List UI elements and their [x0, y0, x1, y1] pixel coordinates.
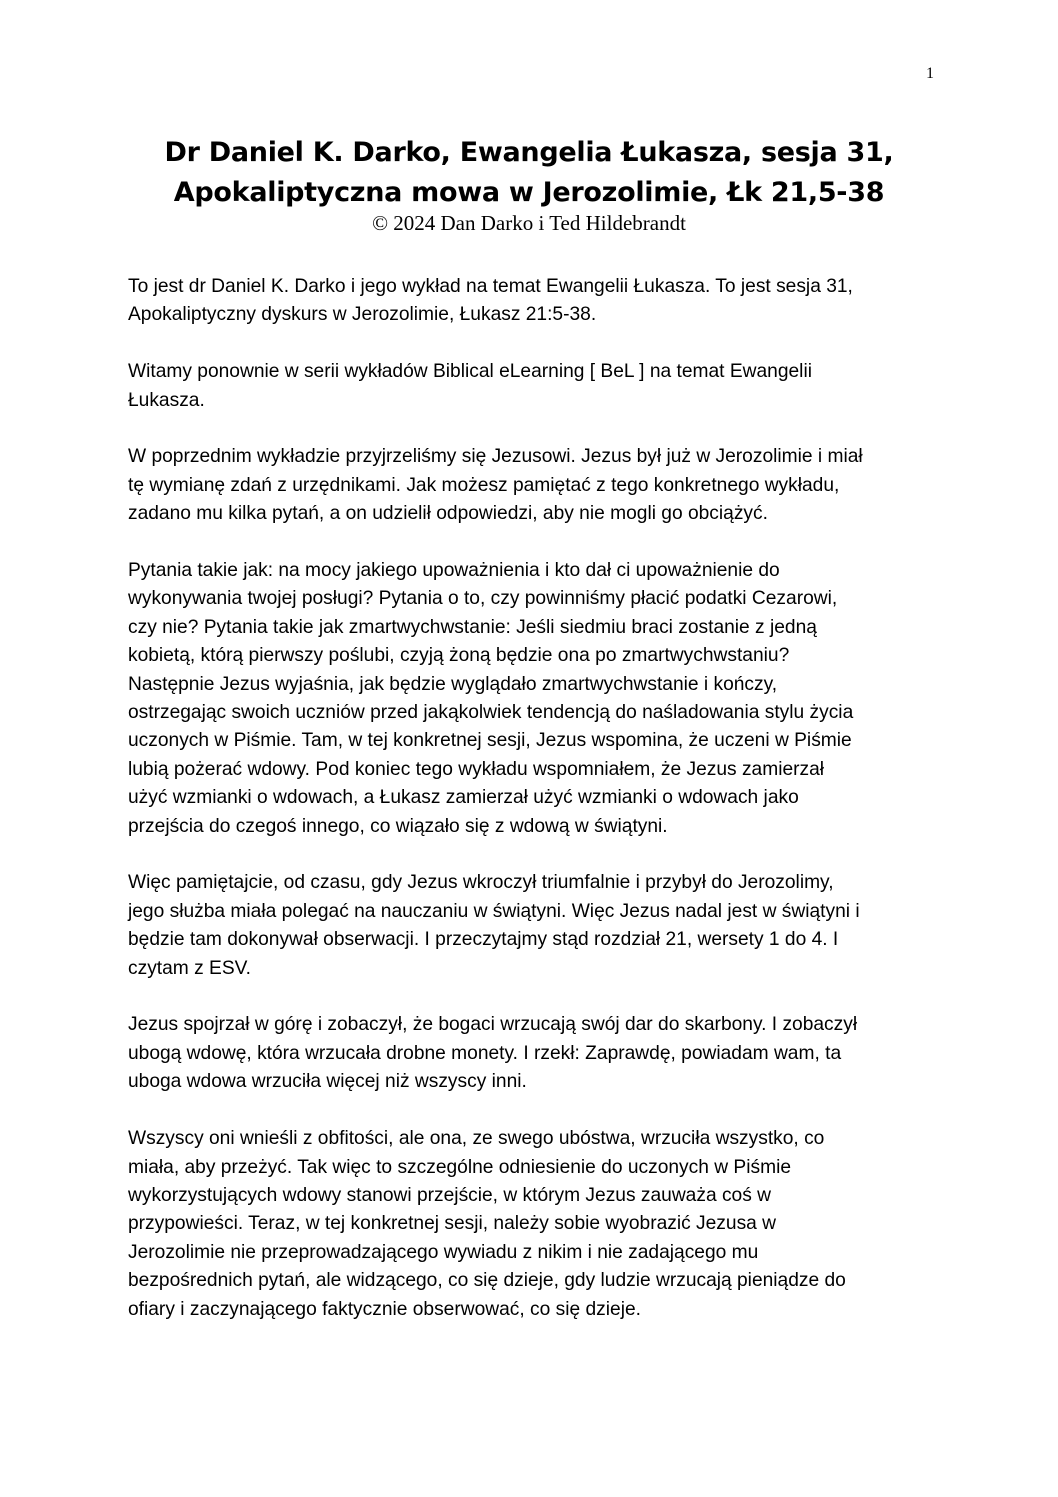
- paragraph-4: [128, 557, 938, 841]
- text-line: W poprzednim wykładzie przyjrzeliśmy się Jezusowi. Jezus był już w Jerozolimie i miał: [128, 446, 863, 468]
- text-line: Jerozolimie nie przeprowadzającego wywiadu z nikim i nie zadającego mu: [128, 1241, 759, 1263]
- text-line: Więc pamiętajcie, od czasu, gdy Jezus wkroczył triumfalnie i przybył do Jerozolimy,: [128, 872, 834, 894]
- text-line: uczonych w Piśmie. Tam, w tej konkretnej sesji, Jezus wspomina, że uczeni w Piśmie: [128, 730, 852, 752]
- text-line: czy nie? Pytania takie jak zmartwychwstanie: Jeśli siedmiu braci zostanie z jedną: [128, 616, 817, 638]
- paragraph-6: [128, 1011, 938, 1096]
- title-block: [0, 133, 1058, 235]
- text-line: czytam z ESV.: [128, 957, 251, 979]
- text-line: Łukasza.: [128, 389, 205, 411]
- text-line: Wszyscy oni wnieśli z obfitości, ale ona, ze swego ubóstwa, wrzuciła wszystko, co: [128, 1128, 825, 1150]
- text-line: Następnie Jezus wyjaśnia, jak będzie wyglądało zmartwychwstanie i kończy,: [128, 673, 778, 695]
- document-body: [128, 273, 938, 1352]
- text-line: ostrzegając swoich uczniów przed jakąkolwiek tendencją do naśladowania stylu życia: [128, 702, 854, 724]
- text-line: Apokaliptyczny dyskurs w Jerozolimie, Łukasz 21:5-38.: [128, 304, 597, 326]
- copyright-notice: © 2024 Dan Darko i Ted Hildebrandt: [372, 211, 686, 235]
- paragraph-7: [128, 1125, 938, 1324]
- text-line: jego służba miała polegać na nauczaniu w świątyni. Więc Jezus nadal jest w świątyni i: [128, 900, 860, 922]
- text-line: przejścia do czegoś innego, co wiązało się z wdową w świątyni.: [128, 815, 668, 837]
- text-line: tę wymianę zdań z urzędnikami. Jak możesz pamiętać z tego konkretnego wykładu,: [128, 474, 840, 496]
- page-number: 1: [926, 65, 934, 82]
- text-line: Witamy ponownie w serii wykładów Biblical eLearning [ BeL ] na temat Ewangelii: [128, 361, 812, 383]
- document-title-line-1: Dr Daniel K. Darko, Ewangelia Łukasza, sesja 31,: [164, 137, 894, 168]
- text-line: bezpośrednich pytań, ale widzącego, co się dzieje, gdy ludzie wrzucają pieniądze do: [128, 1270, 846, 1292]
- text-line: To jest dr Daniel K. Darko i jego wykład na temat Ewangelii Łukasza. To jest sesja 31,: [128, 276, 853, 297]
- text-line: użyć wzmianki o wdowach, a Łukasz zamierzał użyć wzmianki o wdowach jako: [128, 787, 799, 809]
- text-line: przypowieści. Teraz, w tej konkretnej sesji, należy sobie wyobrazić Jezusa w: [128, 1213, 777, 1235]
- paragraph-5: [128, 869, 938, 983]
- text-line: zadano mu kilka pytań, a on udzielił odpowiedzi, aby nie mogli go obciążyć.: [128, 503, 768, 525]
- paragraph-3: [128, 443, 938, 528]
- text-line: lubią pożerać wdowy. Pod koniec tego wykładu wspomniałem, że Jezus zamierzał: [128, 758, 825, 780]
- text-line: uboga wdowa wrzuciła więcej niż wszyscy inni.: [128, 1071, 527, 1093]
- text-line: ubogą wdowę, która wrzucała drobne monety. I rzekł: Zaprawdę, powiadam wam, ta: [128, 1042, 842, 1064]
- text-line: Jezus spojrzał w górę i zobaczył, że bogaci wrzucają swój dar do skarbony. I zobaczył: [128, 1014, 858, 1036]
- paragraph-1: [128, 273, 938, 330]
- text-line: wykonywania twojej posługi? Pytania o to, czy powinniśmy płacić podatki Cezarowi,: [128, 588, 838, 610]
- text-line: wykorzystujących wdowy stanowi przejście, w którym Jezus zauważa coś w: [128, 1184, 771, 1206]
- text-line: będzie tam dokonywał obserwacji. I przeczytajmy stąd rozdział 21, wersety 1 do 4. I: [128, 929, 839, 951]
- text-line: ofiary i zaczynającego faktycznie obserwować, co się dzieje.: [128, 1298, 641, 1320]
- paragraph-2: [128, 358, 938, 415]
- text-line: miała, aby przeżyć. Tak więc to szczególne odniesienie do uczonych w Piśmie: [128, 1156, 791, 1178]
- text-line: kobietą, którą pierwszy poślubi, czyją żoną będzie ona po zmartwychwstaniu?: [128, 645, 790, 667]
- text-line: Pytania takie jak: na mocy jakiego upoważnienia i kto dał ci upoważnienie do: [128, 560, 780, 582]
- document-title-line-2: Apokaliptyczna mowa w Jerozolimie, Łk 21,5-38: [173, 177, 885, 208]
